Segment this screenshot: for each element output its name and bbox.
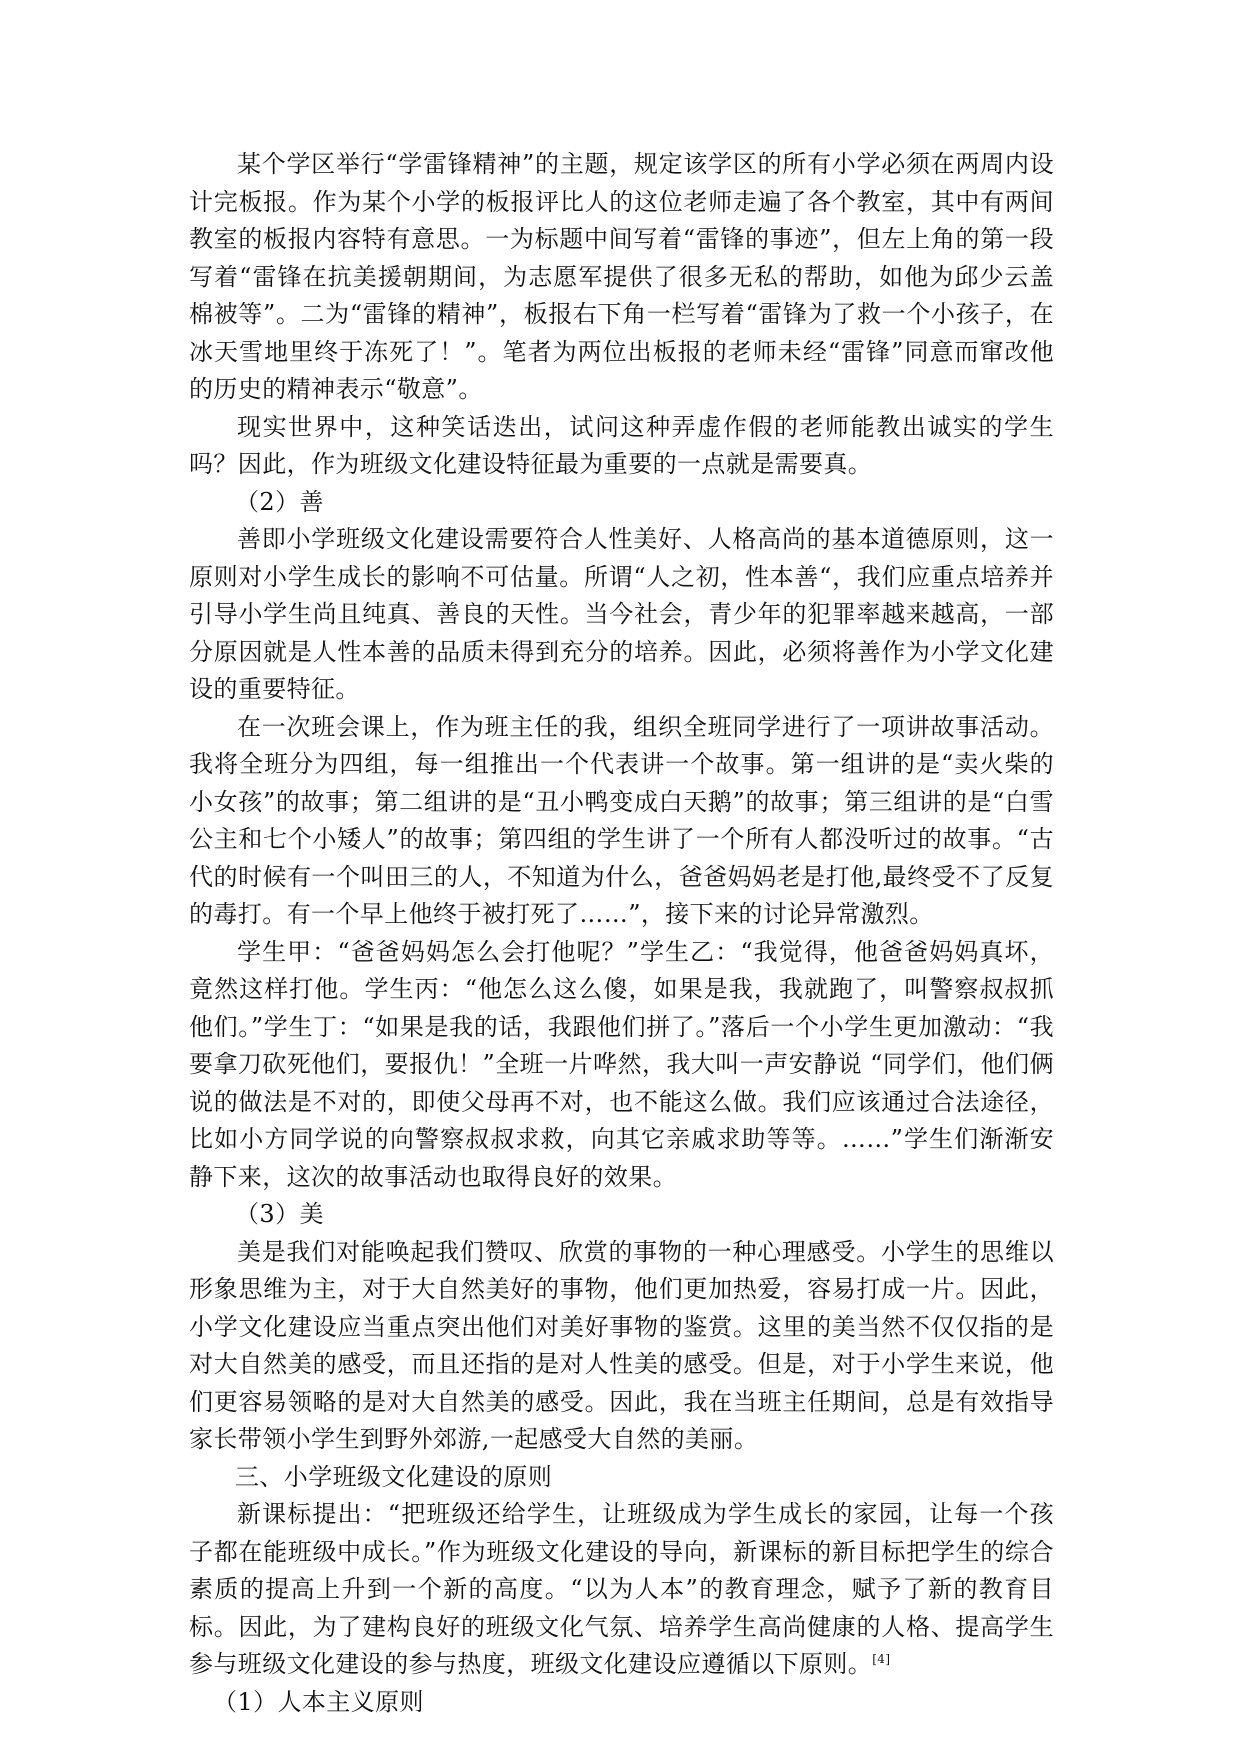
paragraph-new-curriculum — [189, 1496, 1054, 1684]
paragraph-goodness-definition: 善即小学班级文化建设需要符合人性美好、人格高尚的基本道德原则，这一原则对小学生成长的影响不可估量。所谓“人之初，性本善“，我们应重点培养并引导小学生尚且纯真、善良的天性。当今社会，青少年的犯罪率越来越高，一部分原因就是人性本善的品质未得到充分的培养。因此，必须将善作为小学文化建设的重要特征。 — [189, 525, 1054, 703]
paragraph-student-discussion: 学生甲：“爸爸妈妈怎么会打他呢？”学生乙：“我觉得，他爸爸妈妈真坏，竟然这样打他。学生丙：“他怎么这么傻，如果是我，我就跑了，叫警察叔叔抓他们。”学生丁：“如果是我的话，我跟他们拼了。”落后一个小学生更加激动：“我要拿刀砍死他们，要报仇！”全班一片哗然，我大叫一声安静说 “同学们，他们俩说的做法是不对的，即使父母再不对，也不能这么做。我们应该通过合法途径，比如小方同学说的向警察叔叔求救，向其它亲戚求助等等。……”学生们渐渐安静下来，这次的故事活动也取得良好的效果。 — [189, 937, 1054, 1191]
citation-marker[interactable]: [4] — [872, 1652, 891, 1666]
paragraph-beauty-definition: 美是我们对能唤起我们赞叹、欣赏的事物的一种心理感受。小学生的思维以形象思维为主，对于大自然美好的事物，他们更加热爱，容易打成一片。因此，小学文化建设应当重点突出他们对美好事物的鉴赏。这里的美当然不仅仅指的是对大自然美的感受，而且还指的是对人性美的感受。但是，对于小学生来说，他们更容易领略的是对大自然美的感受。因此，我在当班主任期间，总是有效指导家长带领小学生到野外郊游,一起感受大自然的美丽。 — [189, 1237, 1054, 1453]
heading-goodness: （2）善 — [235, 487, 324, 516]
paragraph-new-curriculum-text: 新课标提出：“把班级还给学生，让班级成为学生成长的家园，让每一个孩子都在能班级中成长。”作为班级文化建设的导向，新课标的新目标把学生的综合素质的提高上升到一个新的高度。“以为人本”的教育理念，赋予了新的教育目标。因此，为了建构良好的班级文化气氛、培养学生高尚健康的人格、提高学生参与班级文化建设的参与热度，班级文化建设应遵循以下原则。 — [189, 1500, 1054, 1678]
paragraph-blackboard-story: 某个学区举行“学雷锋精神”的主题，规定该学区的所有小学必须在两周内设计完板报。作为某个小学的板报评比人的这位老师走遍了各个教室，其中有两间教室的板报内容特有意思。一为标题中间写着“雷锋的事迹”，但左上角的第一段写着“雷锋在抗美援朝期间，为志愿军提供了很多无私的帮助，如他为邱少云盖棉被等”。二为“雷锋的精神”，板报右下角一栏写着“雷锋为了救一个小孩子，在冰天雪地里终于冻死了！”。笔者为两位出板报的老师未经“雷锋”同意而窜改他的历史的精神表示“敬意”。 — [189, 150, 1054, 403]
paragraph-truth-conclusion: 现实世界中，这种笑话迭出，试问这种弄虚作假的老师能教出诚实的学生吗？因此，作为班级文化建设特征最为重要的一点就是需要真。 — [189, 412, 1054, 478]
heading-humanism-principle: （1）人本主义原则 — [213, 1687, 424, 1716]
paragraph-storytelling-activity: 在一次班会课上，作为班主任的我，组织全班同学进行了一项讲故事活动。我将全班分为四组，每一组推出一个代表讲一个故事。第一组讲的是“卖火柴的小女孩”的故事；第二组讲的是“丑小鸭变成白天鹅”的故事；第三组讲的是“白雪公主和七个小矮人”的故事；第四组的学生讲了一个所有人都没听过的故事。“古代的时候有一个叫田三的人，不知道为什么，爸爸妈妈老是打他,最终受不了反复的毒打。有一个早上他终于被打死了……”，接下来的讨论异常激烈。 — [189, 712, 1054, 928]
heading-section-three: 三、小学班级文化建设的原则 — [235, 1462, 553, 1491]
document-page — [189, 146, 1054, 1721]
heading-beauty: （3）美 — [235, 1200, 324, 1228]
